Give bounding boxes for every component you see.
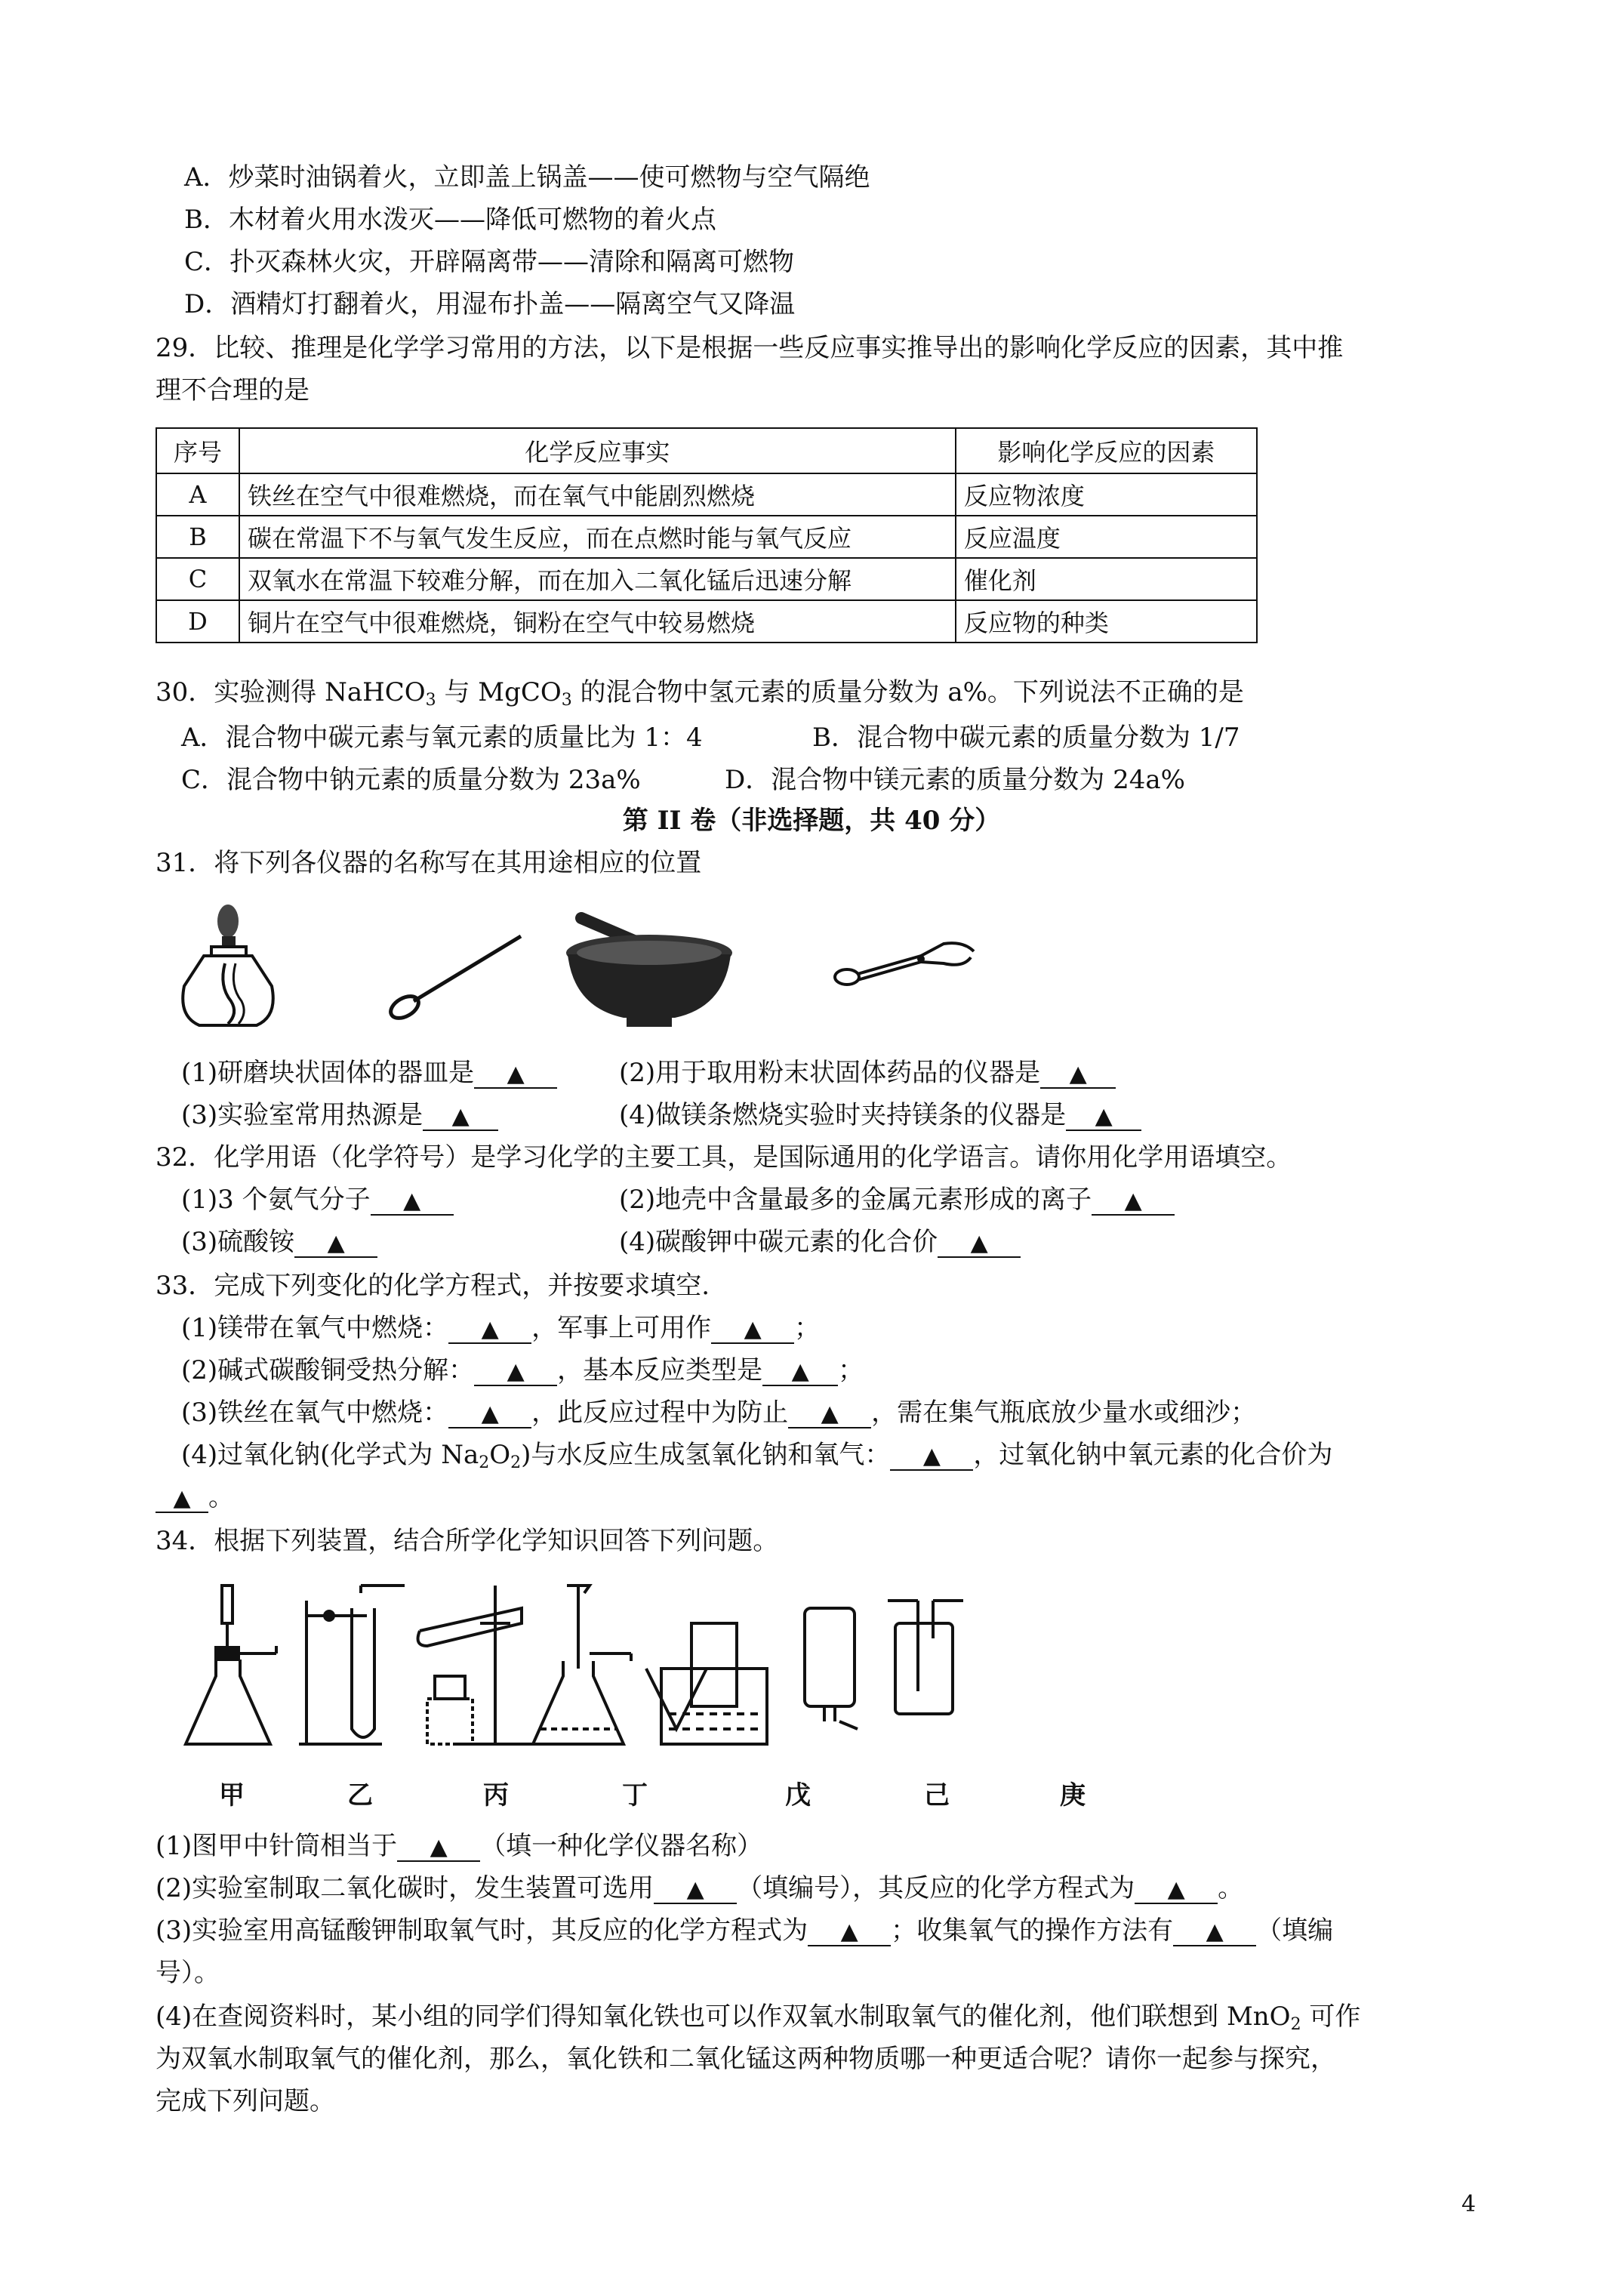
- q32-stem: 32．化学用语（化学符号）是学习化学的主要工具，是国际通用的化学语言。请你用化学用语填空。: [156, 1142, 1292, 1173]
- triangle-marker: ▲: [1069, 1061, 1087, 1087]
- q32-part1: [181, 1184, 454, 1216]
- answer-blank[interactable]: [371, 1187, 454, 1216]
- subscript: 3: [425, 691, 436, 710]
- reaction-facts-table: [156, 427, 1258, 643]
- triangle-marker: ▲: [1124, 1188, 1142, 1214]
- apparatus-ding-icon: [533, 1586, 631, 1744]
- punctuation: 。: [208, 1482, 234, 1512]
- q31-part4-label: (4)做镁条燃烧实验时夹持镁条的仪器是: [619, 1100, 1067, 1130]
- q33-part1-text: ，军事上可用作: [531, 1313, 712, 1343]
- triangle-marker: ▲: [507, 1358, 525, 1385]
- q33-part4: [181, 1439, 1332, 1479]
- q32-part4-label: (4)碳酸钾中碳元素的化合价: [619, 1227, 938, 1257]
- triangle-marker: ▲: [403, 1188, 421, 1214]
- q30-option-a: A．混合物中碳元素与氧元素的质量比为 1：4: [181, 723, 703, 753]
- q34-part3-tail: （填编: [1256, 1915, 1334, 1946]
- row-factor: 反应温度: [956, 516, 1257, 558]
- triangle-marker: ▲: [173, 1485, 191, 1512]
- triangle-marker: ▲: [451, 1103, 470, 1130]
- answer-blank[interactable]: [448, 1400, 531, 1428]
- q28-option-d: D．酒精灯打翻着火，用湿布扑盖——隔离空气又降温: [184, 289, 796, 319]
- q28-option-b: B．木材着火用水泼灭——降低可燃物的着火点: [184, 205, 716, 235]
- answer-blank[interactable]: [294, 1229, 377, 1258]
- answer-blank[interactable]: [1135, 1875, 1218, 1904]
- apparatus-label: 丙: [483, 1780, 509, 1811]
- row-id: D: [156, 600, 239, 643]
- mortar-pestle-icon: [559, 911, 740, 1031]
- answer-blank[interactable]: [1173, 1918, 1256, 1946]
- row-factor: 催化剂: [956, 558, 1257, 600]
- q31-part4: [619, 1099, 1141, 1131]
- answer-blank[interactable]: [1066, 1102, 1141, 1131]
- table-row: [156, 558, 1257, 600]
- q33-part2-text: ，基本反应类型是: [557, 1355, 763, 1385]
- row-fact: 碳在常温下不与氧气发生反应，而在点燃时能与氧气反应: [239, 516, 956, 558]
- q31-part3-label: (3)实验室常用热源是: [181, 1100, 423, 1130]
- q29-stem-line2: 理不合理的是: [156, 375, 310, 405]
- apparatus-wu-icon: [646, 1623, 767, 1744]
- triangle-marker: ▲: [507, 1061, 525, 1087]
- q34-part4-line3: 完成下列问题。: [156, 2086, 335, 2116]
- answer-blank[interactable]: [788, 1400, 871, 1428]
- triangle-marker: ▲: [1167, 1876, 1185, 1903]
- answer-blank[interactable]: [474, 1060, 557, 1089]
- q33-part1-label: (1)镁带在氧气中燃烧：: [181, 1313, 449, 1343]
- q34-part4-line1: [156, 2001, 1360, 2041]
- page-number: 4: [1461, 2191, 1477, 2217]
- q34-part4-line2: 为双氧水制取氧气的催化剂，那么，氧化铁和二氧化锰这两种物质哪一种更适合呢？请你一起参与探究，: [156, 2044, 1336, 2074]
- q31-part1-label: (1)研磨块状固体的器皿是: [181, 1058, 475, 1088]
- q32-part2: [619, 1184, 1175, 1216]
- q34-stem: 34．根据下列装置，结合所学化学知识回答下列问题。: [156, 1526, 779, 1556]
- q33-part3: [181, 1397, 1256, 1428]
- crucible-tongs-icon: [830, 933, 981, 1001]
- punctuation: 。: [1218, 1873, 1244, 1903]
- q31-part3: [181, 1099, 498, 1131]
- q32-part3-label: (3)硫酸铵: [181, 1227, 295, 1257]
- q34-part3: [156, 1915, 1333, 1946]
- answer-blank[interactable]: [397, 1833, 480, 1862]
- q31-part2: [619, 1057, 1116, 1089]
- apparatus-diagram: [178, 1578, 1160, 1767]
- triangle-marker: ▲: [791, 1358, 809, 1385]
- q33-part4-label: (4)过氧化钠(化学式为 Na: [181, 1440, 479, 1470]
- q32-part2-label: (2)地壳中含量最多的金属元素形成的离子: [619, 1185, 1092, 1215]
- section-title: 第 II 卷（非选择题，共 40 分）: [622, 806, 1001, 836]
- q34-part2-label: (2)实验室制取二氧化碳时，发生装置可选用: [156, 1873, 654, 1903]
- q34-part1-text: （填一种化学仪器名称）: [480, 1831, 763, 1861]
- q34-part4-text-tail: 可作: [1301, 2002, 1361, 2032]
- table-row: [156, 473, 1257, 516]
- q34-part2: [156, 1872, 1243, 1904]
- row-factor: 反应物的种类: [956, 600, 1257, 643]
- row-fact: 双氧水在常温下较难分解，而在加入二氧化锰后迅速分解: [239, 558, 956, 600]
- triangle-marker: ▲: [1206, 1918, 1224, 1945]
- q34-part3-label: (3)实验室用高锰酸钾制取氧气时，其反应的化学方程式为: [156, 1915, 808, 1946]
- q30-stem: [156, 676, 1244, 717]
- triangle-marker: ▲: [970, 1230, 988, 1256]
- answer-blank[interactable]: [1040, 1060, 1116, 1089]
- triangle-marker: ▲: [922, 1443, 941, 1469]
- q34-part2-text: （填编号），其反应的化学方程式为: [737, 1873, 1135, 1903]
- apparatus-yi-icon: [299, 1586, 405, 1744]
- answer-blank[interactable]: [156, 1484, 208, 1513]
- row-fact: 铜片在空气中很难燃烧，铜粉在空气中较易燃烧: [239, 600, 956, 643]
- row-fact: 铁丝在空气中很难燃烧，而在氧气中能剧烈燃烧: [239, 473, 956, 516]
- apparatus-bing-icon: [418, 1586, 533, 1744]
- q28-option-c: C．扑灭森林火灾，开辟隔离带——清除和隔离可燃物: [184, 247, 795, 277]
- table-row: [156, 600, 1257, 643]
- triangle-marker: ▲: [1095, 1103, 1113, 1130]
- answer-blank[interactable]: [938, 1229, 1021, 1258]
- table-row: [156, 516, 1257, 558]
- triangle-marker: ▲: [430, 1834, 448, 1860]
- apparatus-label: 甲: [219, 1780, 245, 1811]
- answer-blank[interactable]: [448, 1315, 531, 1344]
- q33-part4-text: )与水反应生成氢氧化钠和氧气：: [521, 1440, 891, 1470]
- apparatus-label: 丁: [622, 1780, 648, 1811]
- q34-part1: [156, 1830, 762, 1862]
- row-id: C: [156, 558, 239, 600]
- table-header-row: [156, 428, 1257, 473]
- subscript: 2: [510, 1453, 522, 1472]
- answer-blank[interactable]: [762, 1358, 838, 1386]
- q34-part3-continued: 号）。: [156, 1958, 220, 1988]
- q33-part3-text: ，此反应过程中为防止: [531, 1398, 789, 1428]
- punctuation: ；: [794, 1313, 821, 1343]
- answer-blank[interactable]: [654, 1875, 737, 1904]
- apparatus-jia-icon: [186, 1586, 276, 1744]
- answer-blank[interactable]: [1092, 1187, 1175, 1216]
- q31-part1: [181, 1057, 557, 1089]
- apparatus-ji-icon: [805, 1608, 858, 1729]
- triangle-marker: ▲: [840, 1918, 858, 1945]
- triangle-marker: ▲: [327, 1230, 345, 1256]
- q33-part2-label: (2)碱式碳酸铜受热分解：: [181, 1355, 475, 1385]
- answer-blank[interactable]: [474, 1358, 557, 1386]
- header-fact: 化学反应事实: [239, 428, 956, 473]
- alcohol-lamp-icon: [181, 903, 347, 1031]
- apparatus-label: 己: [924, 1780, 950, 1811]
- triangle-marker: ▲: [686, 1876, 704, 1903]
- q30-stem-post: 的混合物中氢元素的质量分数为 a%。下列说法不正确的是: [571, 677, 1244, 707]
- q31-stem: 31．将下列各仪器的名称写在其用途相应的位置: [156, 848, 702, 878]
- q31-part2-label: (2)用于取用粉末状固体药品的仪器是: [619, 1058, 1041, 1088]
- q33-stem: 33．完成下列变化的化学方程式，并按要求填空.: [156, 1271, 710, 1301]
- q33-part3-tail: ，需在集气瓶底放少量水或细沙；: [871, 1398, 1257, 1428]
- row-id: B: [156, 516, 239, 558]
- q33-part4-formula: O: [489, 1440, 511, 1470]
- triangle-marker: ▲: [744, 1316, 762, 1342]
- punctuation: ；: [838, 1355, 864, 1385]
- header-id: 序号: [156, 428, 239, 473]
- q34-part4-text: (4)在查阅资料时，某小组的同学们得知氧化铁也可以作双氧水制取氧气的催化剂，他们联想到 MnO: [156, 2002, 1291, 2032]
- q32-part3: [181, 1226, 377, 1258]
- q33-part2: [181, 1354, 864, 1386]
- row-id: A: [156, 473, 239, 516]
- answer-blank[interactable]: [423, 1102, 498, 1131]
- row-factor: 反应物浓度: [956, 473, 1257, 516]
- q30-option-b: B．混合物中碳元素的质量分数为 1/7: [812, 723, 1240, 753]
- q32-part4: [619, 1226, 1021, 1258]
- apparatus-label: 乙: [347, 1780, 373, 1811]
- q33-part1: [181, 1312, 820, 1344]
- q33-part3-label: (3)铁丝在氧气中燃烧：: [181, 1398, 449, 1428]
- q33-part4-tail: ，过氧化钠中氧元素的化合价为: [973, 1440, 1333, 1470]
- q32-part1-label: (1)3 个氨气分子: [181, 1185, 371, 1215]
- triangle-marker: ▲: [821, 1401, 839, 1427]
- answer-blank[interactable]: [808, 1918, 891, 1946]
- triangle-marker: ▲: [481, 1401, 499, 1427]
- subscript: 2: [1290, 2015, 1301, 2034]
- subscript: 3: [561, 691, 572, 710]
- q29-stem-line1: 29．比较、推理是化学学习常用的方法，以下是根据一些反应事实推导出的影响化学反应的因素，其中推: [156, 333, 1344, 363]
- q30-stem-mid: 与 MgCO: [436, 677, 562, 707]
- apparatus-geng-icon: [888, 1601, 963, 1714]
- answer-blank[interactable]: [890, 1442, 973, 1471]
- q33-part4-continued: [156, 1481, 234, 1513]
- q28-option-a: A．炒菜时油锅着火，立即盖上锅盖——使可燃物与空气隔绝: [184, 162, 870, 193]
- q34-part3-text: ；收集氧气的操作方法有: [891, 1915, 1174, 1946]
- answer-blank[interactable]: [711, 1315, 794, 1344]
- header-factor: 影响化学反应的因素: [956, 428, 1257, 473]
- triangle-marker: ▲: [481, 1316, 499, 1342]
- q30-stem-pre: 30．实验测得 NaHCO: [156, 677, 426, 707]
- spatula-icon: [385, 926, 536, 1024]
- q34-part1-label: (1)图甲中针筒相当于: [156, 1831, 398, 1861]
- q30-option-d: D．混合物中镁元素的质量分数为 24a%: [725, 765, 1185, 795]
- apparatus-label: 戊: [785, 1780, 811, 1811]
- apparatus-label: 庚: [1060, 1780, 1086, 1811]
- q30-option-c: C．混合物中钠元素的质量分数为 23a%: [181, 765, 641, 795]
- subscript: 2: [479, 1453, 490, 1472]
